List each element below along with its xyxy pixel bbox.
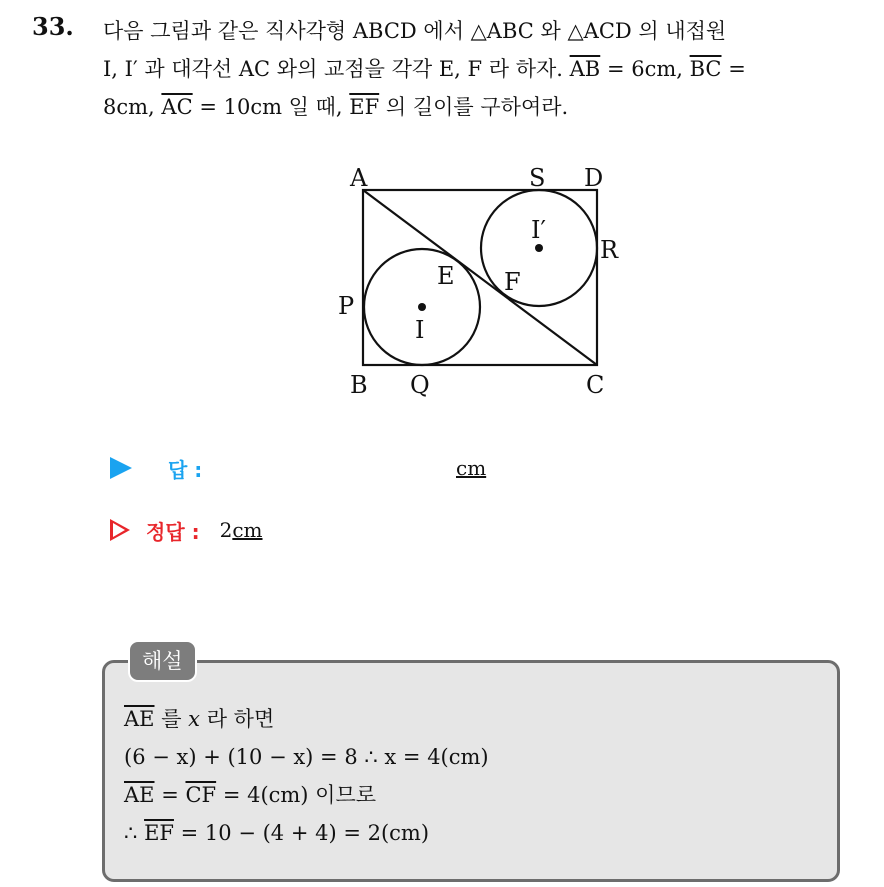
question-number: 33. bbox=[32, 12, 74, 41]
segment-ab: $\overline{AB}$ bbox=[569, 57, 601, 81]
geometry-figure bbox=[330, 160, 630, 405]
correct-answer-unit: cm bbox=[232, 518, 263, 542]
solution-line-1-end: 라 하면 bbox=[206, 707, 275, 731]
label-q: Q bbox=[410, 371, 430, 399]
label-c: C bbox=[586, 371, 605, 399]
label-r: R bbox=[600, 236, 619, 264]
solution-line-1-text: 를 bbox=[161, 707, 182, 731]
solution-line-1 bbox=[124, 700, 489, 738]
question-text bbox=[103, 12, 863, 126]
segment-ac: $\overline{AC}$ bbox=[161, 95, 193, 119]
question-line-3a: 8cm, bbox=[103, 95, 155, 119]
solution-line-3-eq: = bbox=[161, 783, 179, 807]
segment-ef: $\overline{EF}$ bbox=[349, 95, 380, 119]
question-line-3 bbox=[103, 88, 863, 126]
solution-line-3 bbox=[124, 776, 489, 814]
solution-tab: 해설 bbox=[128, 640, 197, 682]
question-line-2b: = 6cm, bbox=[606, 57, 683, 81]
label-i-prime: I′ bbox=[531, 216, 546, 244]
segment-ae-2: $\overline{AE}$ bbox=[124, 783, 155, 807]
center-i-dot bbox=[418, 303, 426, 311]
correct-answer-row bbox=[110, 514, 263, 546]
question-line-3b: = 10cm 일 때, bbox=[199, 95, 343, 119]
label-i: I bbox=[415, 316, 425, 344]
answer-unit: cm bbox=[456, 456, 487, 480]
solution-line-4 bbox=[124, 814, 489, 852]
label-b: B bbox=[350, 371, 368, 399]
label-f: F bbox=[504, 268, 521, 296]
correct-answer-value bbox=[220, 518, 263, 542]
segment-cf: $\overline{CF}$ bbox=[185, 783, 217, 807]
segment-ae: $\overline{AE}$ bbox=[124, 707, 155, 731]
outline-triangle-icon bbox=[110, 519, 130, 541]
question-line-2 bbox=[103, 50, 863, 88]
correct-answer-label: 정답 : bbox=[146, 519, 200, 544]
label-e: E bbox=[437, 262, 455, 290]
solution-lines bbox=[124, 700, 489, 852]
variable-x: x bbox=[188, 707, 201, 731]
therefore-symbol: ∴ bbox=[124, 821, 138, 845]
question-line-2c: = bbox=[728, 57, 746, 81]
solution-line-3-text: = 4(cm) 이므로 bbox=[222, 783, 377, 807]
diagonal-ac bbox=[363, 190, 597, 365]
label-p: P bbox=[338, 292, 355, 320]
segment-bc: $\overline{BC}$ bbox=[689, 57, 722, 81]
question-line-1: 다음 그림과 같은 직사각형 ABCD 에서 △ABC 와 △ACD 의 내접원 bbox=[103, 19, 727, 43]
label-d: D bbox=[584, 164, 604, 192]
solution-line-4-text: = 10 − (4 + 4) = 2(cm) bbox=[180, 821, 430, 845]
question-line-2a: I, I′ 과 대각선 AC 와의 교점을 각각 E, F 라 하자. bbox=[103, 57, 563, 81]
question-line-3c: 의 길이를 구하여라. bbox=[385, 95, 569, 119]
center-i-prime-dot bbox=[535, 244, 543, 252]
label-s: S bbox=[529, 164, 546, 192]
segment-ef-2: $\overline{EF}$ bbox=[144, 821, 174, 845]
play-triangle-icon bbox=[110, 457, 132, 479]
answer-label: 답 : bbox=[168, 457, 203, 482]
answer-row bbox=[110, 452, 202, 484]
label-a: A bbox=[350, 164, 368, 192]
correct-answer-number: 2 bbox=[219, 518, 233, 542]
solution-line-2: (6 − x) + (10 − x) = 8 ∴ x = 4(cm) bbox=[124, 745, 489, 769]
